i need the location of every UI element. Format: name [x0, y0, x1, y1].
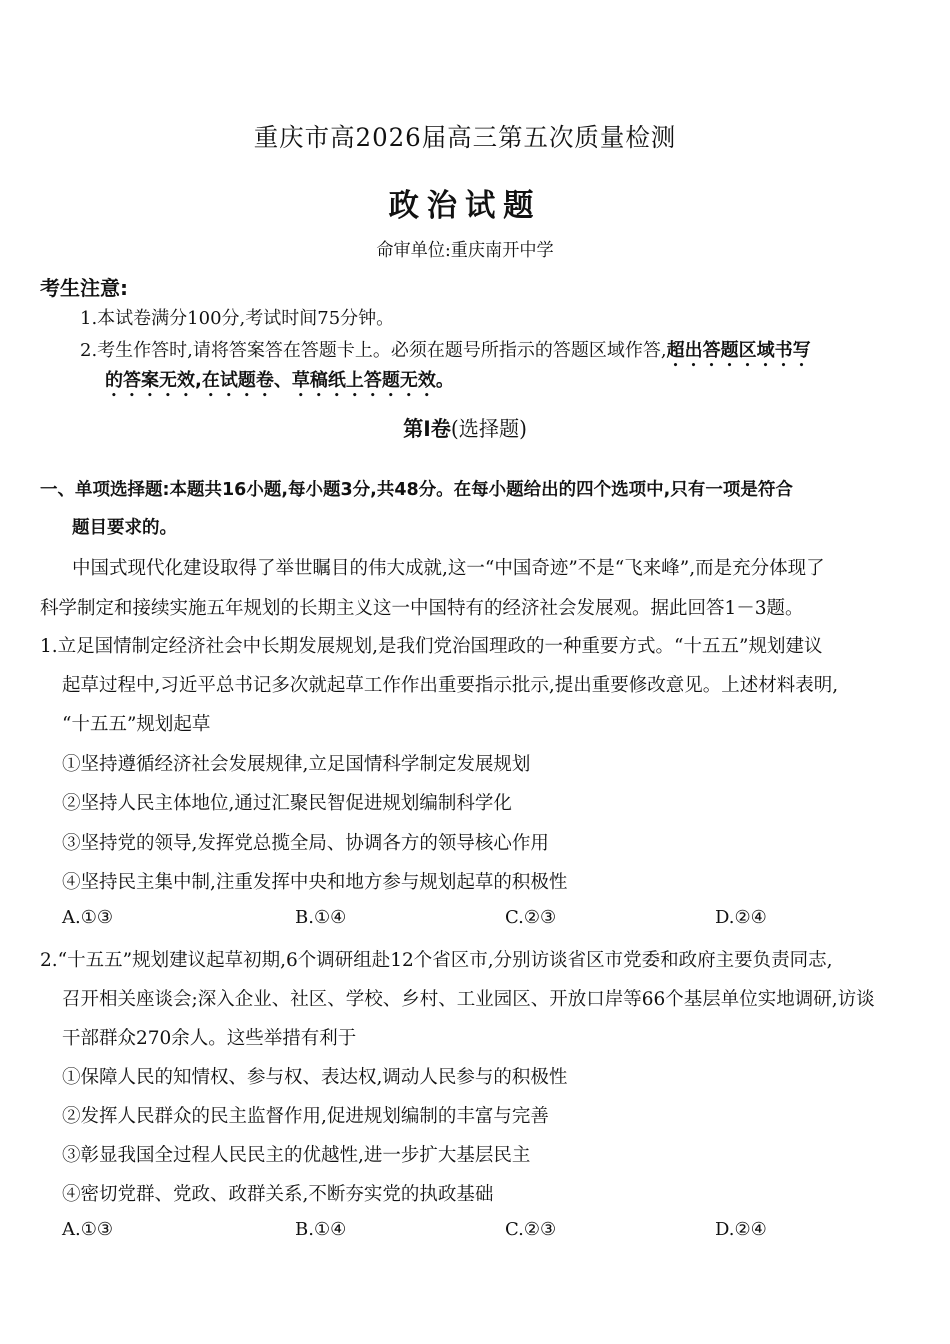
volume-label: 第Ⅰ卷	[403, 417, 451, 441]
material-line-1: 中国式现代化建设取得了举世瞩目的伟大成就,这一“中国奇迹”不是“飞来峰”,而是充分体现了	[72, 558, 825, 579]
volume-title	[0, 413, 930, 443]
q1-stem-line-3: “十五五”规划起草	[62, 714, 211, 735]
notice-item-2-emphasis-a: 超出答题区域书写	[666, 340, 811, 361]
subject-title: 政治试题	[388, 188, 542, 224]
material-line-2: 科学制定和接续实施五年规划的长期主义这一中国特有的经济社会发展观。据此回答1－3题。	[40, 598, 804, 619]
section-1-instructions-line-1: 一、单项选择题:本题共16小题,每小题3分,共48分。在每小题给出的四个选项中,只有一项是符合	[40, 480, 793, 500]
notice-item-1: 1.本试卷满分100分,考试时间75分钟。	[80, 308, 395, 329]
q2-statement-4: ④密切党群、党政、政群关系,不断夯实党的执政基础	[62, 1184, 494, 1205]
q2-statement-1: ①保障人民的知情权、参与权、表达权,调动人民参与的积极性	[62, 1067, 568, 1088]
q2-option-c[interactable]: C.②③	[505, 1219, 557, 1240]
q2-stem-line-2: 召开相关座谈会;深入企业、社区、学校、乡村、工业园区、开放口岸等66个基层单位实地调研,访谈	[62, 989, 875, 1010]
q2-statement-2: ②发挥人民群众的民主监督作用,促进规划编制的丰富与完善	[62, 1106, 549, 1127]
notice-item-2-plain: 2.考生作答时,请将答案答在答题卡上。必须在题号所指示的答题区域作答,	[80, 340, 667, 361]
exam-title: 重庆市高2026届高三第五次质量检测	[253, 123, 677, 152]
q1-stem-line-2: 起草过程中,习近平总书记多次就起草工作作出重要指示批示,提出重要修改意见。上述材料表明,	[62, 675, 839, 696]
q2-stem-line-1: 2.“十五五”规划建议起草初期,6个调研组赴12个省区市,分别访谈省区市党委和政府主要负责同志,	[40, 950, 833, 971]
q2-statement-3: ③彰显我国全过程人民民主的优越性,进一步扩大基层民主	[62, 1145, 531, 1166]
q1-statement-1: ①坚持遵循经济社会发展规律,立足国情科学制定发展规划	[62, 754, 531, 775]
q1-statement-2: ②坚持人民主体地位,通过汇聚民智促进规划编制科学化	[62, 793, 512, 814]
q1-option-c[interactable]: C.②③	[505, 907, 557, 928]
notice-heading: 考生注意:	[40, 276, 128, 300]
q2-option-a[interactable]: A.①③	[62, 1219, 113, 1240]
q1-stem-line-1: 1.立足国情制定经济社会中长期发展规划,是我们党治国理政的一种重要方式。“十五五”规划建议	[40, 636, 823, 657]
q1-statement-4: ④坚持民主集中制,注重发挥中央和地方参与规划起草的积极性	[62, 872, 568, 893]
q2-option-d[interactable]: D.②④	[715, 1219, 767, 1240]
q1-statement-3: ③坚持党的领导,发挥党总揽全局、协调各方的领导核心作用	[62, 833, 549, 854]
notice-item-2-emphasis-b: 的答案无效,在试题卷、草稿纸上答题无效。	[105, 370, 454, 391]
q2-stem-line-3: 干部群众270余人。这些举措有利于	[62, 1028, 357, 1049]
q1-option-a[interactable]: A.①③	[62, 907, 113, 928]
q1-option-b[interactable]: B.①④	[295, 907, 347, 928]
setter-unit: 命审单位:重庆南开中学	[376, 240, 554, 261]
q1-option-d[interactable]: D.②④	[715, 907, 767, 928]
q2-option-b[interactable]: B.①④	[295, 1219, 347, 1240]
volume-subtitle: (选择题)	[450, 417, 527, 441]
section-1-instructions-line-2: 题目要求的。	[72, 518, 177, 538]
